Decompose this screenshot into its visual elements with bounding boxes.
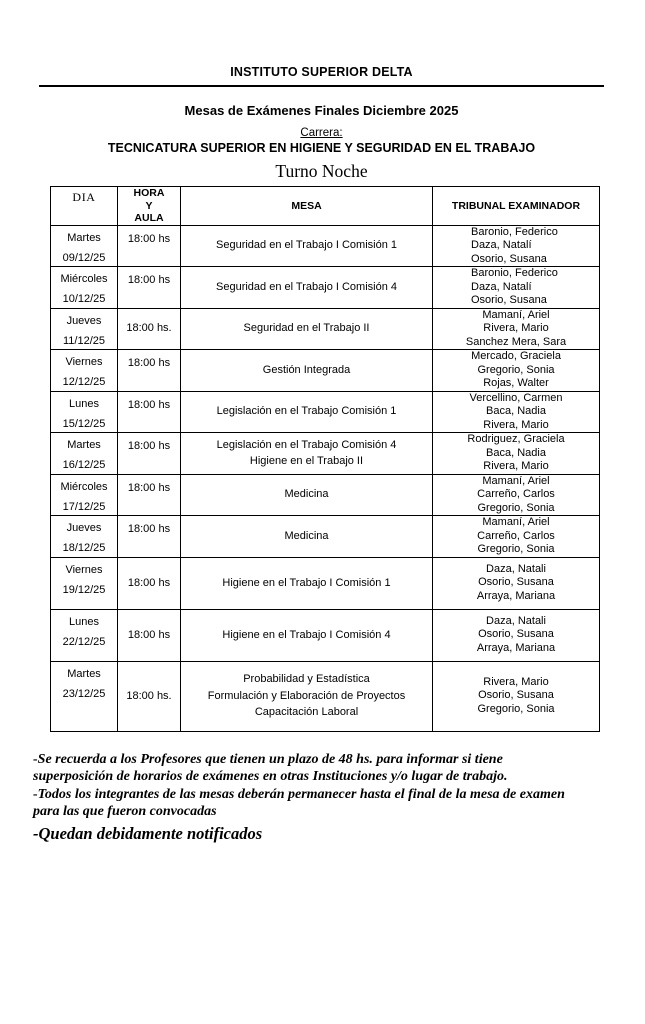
note-line: -Todos los integrantes de las mesas deberán permanecer hasta el final de la mesa de examen: [33, 786, 565, 802]
day-name: Lunes: [69, 615, 99, 628]
time-cell: 18:00 hs.: [118, 308, 181, 350]
subject-cell: [181, 433, 433, 475]
examiner-name: Daza, Natali: [486, 562, 546, 575]
header-dia: DIA: [51, 187, 118, 226]
day-name: Martes: [67, 231, 101, 244]
examiner-name: Gregorio, Sonia: [477, 543, 555, 555]
examiner-name: Baronio, Federico: [471, 225, 558, 238]
day-name: Viernes: [65, 563, 103, 576]
examiner-name: Gregorio, Sonia: [477, 501, 555, 514]
subject-cell: [181, 267, 433, 309]
day-name: Viernes: [65, 356, 103, 368]
subject-cell: [181, 609, 433, 661]
subject-cell: [181, 308, 433, 350]
table-row: [51, 433, 600, 475]
examiners-cell: [433, 391, 600, 433]
subject-cell: [181, 350, 433, 392]
career-name: TECNICATURA SUPERIOR EN HIGIENE Y SEGURIDAD EN EL TRABAJO: [107, 141, 536, 155]
examiner-name: Mamaní, Ariel: [482, 516, 550, 528]
table-row: [51, 267, 600, 309]
day-name: Martes: [67, 439, 101, 451]
examiner-name: Osorio, Susana: [471, 294, 547, 306]
exam-table-body: [51, 225, 600, 731]
examiners-cell: [433, 609, 600, 661]
examiner-name: Baca, Nadia: [486, 446, 546, 459]
table-row: [51, 557, 600, 609]
table-row: [51, 308, 600, 350]
day-date: 10/12/25: [62, 293, 106, 305]
subject-line: Higiene en el Trabajo I Comisión 4: [222, 628, 391, 641]
day-date: 12/12/25: [62, 376, 106, 388]
day-cell: [51, 391, 118, 433]
subject-line: Legislación en el Trabajo Comisión 4: [216, 438, 397, 451]
day-cell: [51, 557, 118, 609]
subject-line: Formulación y Elaboración de Proyectos: [207, 689, 406, 702]
subject-line: Probabilidad y Estadística: [243, 673, 370, 685]
table-row: [51, 391, 600, 433]
day-cell: [51, 516, 118, 558]
table-header: [51, 187, 600, 226]
day-date: 22/12/25: [62, 635, 106, 648]
note-line: -Se recuerda a los Profesores que tienen un plazo de 48 hs. para informar si tiene: [33, 751, 503, 767]
day-date: 11/12/25: [62, 334, 105, 347]
subject-cell: [181, 225, 433, 267]
time-cell: 18:00 hs: [118, 225, 181, 267]
table-row: [51, 474, 600, 516]
examiners-cell: [433, 267, 600, 309]
time-cell: 18:00 hs: [118, 391, 181, 433]
examiner-name: Rivera, Mario: [483, 322, 549, 334]
examiners-cell: [433, 350, 600, 392]
time-cell: 18:00 hs: [118, 557, 181, 609]
document-title: Mesas de Exámenes Finales Diciembre 2025: [184, 103, 459, 118]
day-cell: [51, 433, 118, 475]
header-divider: [39, 85, 604, 87]
subject-line: Seguridad en el Trabajo I Comisión 1: [216, 239, 397, 252]
day-name: Miércoles: [60, 480, 108, 493]
examiner-name: Rodriguez, Graciela: [467, 433, 565, 445]
examiner-name: Osorio, Susana: [478, 689, 554, 702]
notes-lines: [33, 751, 633, 821]
time-cell: 18:00 hs: [118, 516, 181, 558]
day-date: 19/12/25: [62, 583, 106, 596]
examiners-cell: [433, 516, 600, 558]
exam-schedule-table: [50, 186, 600, 732]
examiners-cell: [433, 661, 600, 731]
notes: [33, 751, 633, 843]
time-cell: 18:00 hs: [118, 474, 181, 516]
day-cell: [51, 225, 118, 267]
subject-line: Legislación en el Trabajo Comisión 1: [216, 405, 397, 418]
note-final: -Quedan debidamente notificados: [33, 823, 263, 843]
time-cell: 18:00 hs: [118, 267, 181, 309]
subject-cell: [181, 516, 433, 558]
subject-line: Seguridad en el Trabajo II: [243, 322, 370, 335]
examiner-name: Mamaní, Ariel: [482, 308, 550, 321]
time-cell: 18:00 hs: [118, 350, 181, 392]
examiners-cell: [433, 474, 600, 516]
header-mesa: MESA: [181, 187, 433, 226]
examiner-name: Gregorio, Sonia: [477, 702, 555, 715]
examiners-cell: [433, 225, 600, 267]
note-line: superposición de horarios de exámenes en otras Instituciones y/o lugar de trabajo.: [33, 769, 508, 784]
header-hora: HORA Y AULA: [118, 187, 181, 226]
examiner-name: Daza, Natalí: [471, 239, 532, 251]
examiner-name: Mamaní, Ariel: [482, 474, 550, 487]
examiners-cell: [433, 308, 600, 350]
day-name: Jueves: [66, 314, 102, 327]
day-date: 23/12/25: [62, 687, 106, 700]
day-date: 15/12/25: [62, 417, 106, 430]
examiner-name: Daza, Natali: [486, 614, 546, 627]
day-cell: [51, 609, 118, 661]
examiner-name: Osorio, Susana: [471, 252, 547, 265]
examiner-name: Osorio, Susana: [478, 628, 554, 641]
subject-cell: [181, 661, 433, 731]
examiner-name: Vercellino, Carmen: [469, 391, 563, 404]
examiner-name: Rojas, Walter: [483, 377, 549, 389]
examiner-name: Carreño, Carlos: [477, 529, 555, 542]
day-name: Martes: [67, 667, 101, 680]
subject-line: Medicina: [284, 529, 329, 542]
time-cell: 18:00 hs: [118, 433, 181, 475]
day-date: 09/12/25: [62, 251, 106, 264]
day-name: Lunes: [69, 397, 99, 410]
subject-line: Seguridad en el Trabajo I Comisión 4: [216, 280, 397, 293]
examiner-name: Arraya, Mariana: [476, 641, 556, 654]
examiner-name: Mercado, Graciela: [471, 350, 561, 362]
table-row: [51, 350, 600, 392]
shift-title: Turno Noche: [275, 161, 368, 181]
subject-cell: [181, 474, 433, 516]
subject-cell: [181, 391, 433, 433]
subject-line: Gestión Integrada: [262, 363, 351, 376]
table-row: [51, 225, 600, 267]
examiner-name: Daza, Natalí: [471, 280, 532, 293]
day-name: Jueves: [66, 522, 102, 534]
day-cell: [51, 661, 118, 731]
career-label: Carrera:: [300, 127, 343, 139]
examiners-cell: [433, 433, 600, 475]
header-tribunal: TRIBUNAL EXAMINADOR: [433, 187, 600, 226]
institution-title: INSTITUTO SUPERIOR DELTA: [230, 65, 413, 79]
subject-line: Higiene en el Trabajo II: [249, 455, 364, 467]
day-name: Miércoles: [60, 273, 108, 285]
day-cell: [51, 308, 118, 350]
subject-line: Capacitación Laboral: [254, 706, 359, 718]
examiner-name: Arraya, Mariana: [476, 589, 556, 602]
table-row: [51, 516, 600, 558]
day-cell: [51, 350, 118, 392]
examiner-name: Carreño, Carlos: [477, 488, 555, 500]
examiner-name: Rivera, Mario: [483, 418, 549, 431]
examiner-name: Rivera, Mario: [483, 675, 549, 688]
header-row: [51, 187, 600, 226]
day-cell: [51, 474, 118, 516]
examiner-name: Rivera, Mario: [483, 460, 549, 472]
subject-line: Higiene en el Trabajo I Comisión 1: [222, 576, 391, 589]
table-row: [51, 609, 600, 661]
time-cell: 18:00 hs.: [118, 661, 181, 731]
examiner-name: Gregorio, Sonia: [477, 363, 555, 376]
examiner-name: Baca, Nadia: [486, 405, 546, 417]
examiner-name: Osorio, Susana: [478, 576, 554, 589]
day-cell: [51, 267, 118, 309]
examiner-name: Baronio, Federico: [471, 267, 558, 279]
examiners-cell: [433, 557, 600, 609]
subject-cell: [181, 557, 433, 609]
day-date: 16/12/25: [62, 459, 106, 471]
time-cell: 18:00 hs: [118, 609, 181, 661]
examiner-name: Sanchez Mera, Sara: [465, 335, 567, 348]
day-date: 17/12/25: [62, 500, 106, 513]
day-date: 18/12/25: [62, 542, 106, 554]
subject-line: Medicina: [284, 488, 329, 501]
note-line: para las que fueron convocadas: [33, 804, 217, 819]
table-row: [51, 661, 600, 731]
